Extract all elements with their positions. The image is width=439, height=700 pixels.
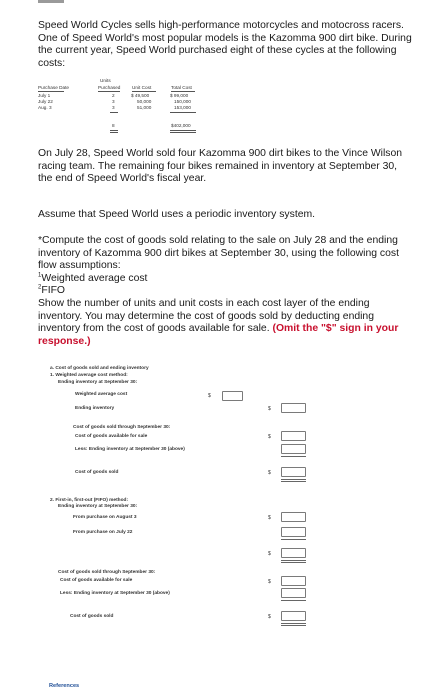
row-date: July 22 [38,99,53,104]
dollar-sign: $ [268,406,271,412]
fifo-title: 2. First-in, first-out (FIFO) method: [50,498,129,503]
weighted-average-cost-label: Weighted average cost [75,392,128,397]
weighted-average-cost-input[interactable] [222,391,243,401]
instruction-text: Show the number of units and unit costs in each cost layer of the ending inventory. You may determine the cost of goods sold by deducting ending inventory from the cost of goods available for sale. [38,297,374,335]
dollar-sign: $ [268,470,271,476]
question-item-1 [38,273,412,286]
cogs-header: Cost of goods sold through September 30: [73,425,171,430]
less-ending-inventory-label: Less: Ending inventory at September 30 (above) [75,447,185,452]
item-2-text: FIFO [41,285,66,297]
fifo-cogs-header: Cost of goods sold through September 30: [58,570,156,575]
item-2-number: 2 [38,284,42,291]
dollar-sign: $ [268,614,271,620]
row-unit-cost: 51,000 [137,105,152,110]
row-unit-cost: $ 49,500 [131,93,150,98]
row-units: 3 [112,99,115,104]
row-total-cost: $ 99,000 [170,93,189,98]
row-date: July 1 [38,93,51,98]
purchase-date-header: Purchase Date [38,85,70,90]
answer-worksheet [38,364,412,694]
units-header-top: Units [100,78,111,83]
from-august-label: From purchase on August 3 [73,515,137,520]
intro-paragraph: Speed World Cycles sells high-performance motorcycles and motocross racers. One of Speed World's most popular models is the Kazomma 900 dirt bike. During the current year, Speed World purchased eight of these cycles at the following costs: [38,20,412,69]
item-1-number: 1 [38,272,42,279]
item-1-text: Weighted average cost [41,272,148,284]
dollar-sign: $ [268,515,271,521]
row-units: 3 [112,105,115,110]
fifo-less-ending-label: Less: Ending inventory at September 30 (above) [60,591,170,596]
fifo-cogas-input[interactable] [281,576,306,586]
dollar-sign: $ [268,579,271,585]
dollar-sign: $ [268,551,271,557]
references-link[interactable]: References [49,683,80,689]
fifo-ending-inventory-total-input[interactable] [281,548,306,558]
row-unit-cost: 50,000 [137,99,152,104]
dollar-sign: $ [268,434,271,440]
total-cost: $402,000 [171,123,191,128]
from-august-input[interactable] [281,512,306,522]
question-lead [38,235,412,273]
question-lead-text: Compute the cost of goods sold relating to the sale on July 28 and the ending inventory of Kazomma 900 dirt bikes at September 30, using the following cost flow assumptions: [38,235,399,272]
cogs-label: Cost of goods sold [75,470,119,475]
from-july-label: From purchase on July 22 [73,530,133,535]
question-bullet: * [38,235,43,246]
from-july-input[interactable] [281,527,306,537]
question-block [38,235,412,348]
row-total-cost: 153,000 [174,105,191,110]
periodic-paragraph: Assume that Speed World uses a periodic inventory system. [38,209,316,220]
row-total-cost: 150,000 [174,99,191,104]
cogas-label: Cost of goods available for sale [75,434,148,439]
row-units: 2 [112,93,115,98]
units-purchased-header: Purchased [98,85,121,90]
cogas-wac-input[interactable] [281,431,306,441]
fifo-cogs-input[interactable] [281,611,306,621]
fifo-cogs-label: Cost of goods sold [70,614,114,619]
cogs-wac-input[interactable] [281,467,306,477]
ending-inventory-header: Ending inventory at September 30: [58,380,138,385]
omit-dollar-note: (Omit the "$" sign in your response.) [38,323,399,347]
fifo-cogas-label: Cost of goods available for sale [60,578,133,583]
question-item-2 [38,285,412,298]
unit-cost-header: Unit Cost [132,85,152,90]
question-instruction [38,298,412,348]
ending-inventory-wac-input[interactable] [281,403,306,413]
row-date: Aug. 3 [38,105,52,110]
total-cost-header: Total Cost [171,85,192,90]
part-a-title: a. Cost of goods sold and ending inventory [50,366,149,371]
dollar-sign: $ [208,393,211,399]
less-ending-inventory-wac-input[interactable] [281,444,306,454]
fifo-less-ending-input[interactable] [281,588,306,598]
ending-inventory-label: Ending inventory [75,406,115,411]
weighted-average-title: 1. Weighted average cost method: [50,373,128,378]
total-units: 8 [112,123,115,128]
fifo-ending-inventory-header: Ending inventory at September 30: [58,504,138,509]
top-divider [38,0,64,3]
sale-paragraph: On July 28, Speed World sold four Kazomma 900 dirt bikes to the Vince Wilson racing team. The remaining four bikes remained in inventory at September 30, the end of Speed World's fiscal year. [38,148,403,185]
